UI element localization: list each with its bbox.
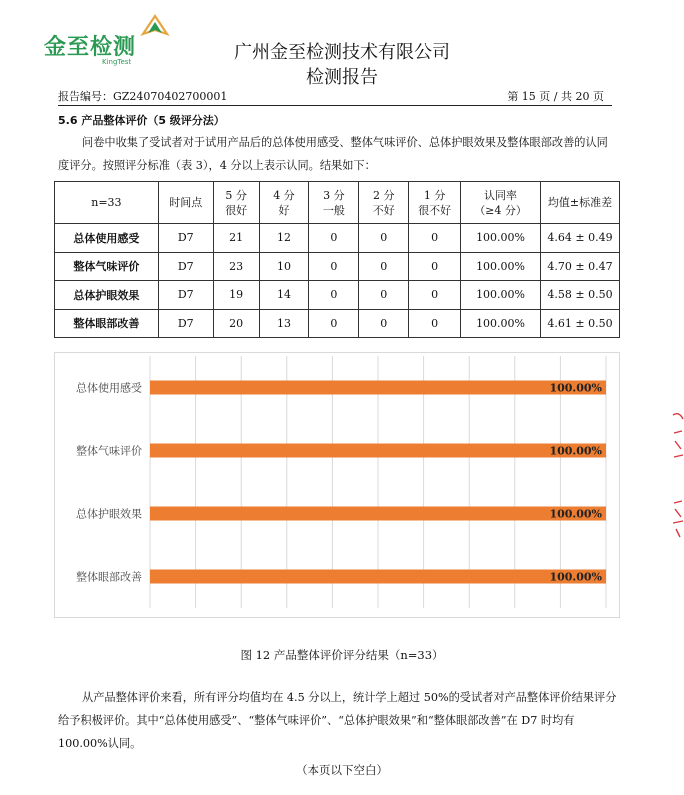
table-header-cell bbox=[540, 182, 619, 224]
table-cell: 0 bbox=[409, 281, 461, 310]
chart-value-label: 100.00% bbox=[549, 570, 602, 584]
table-cell: 21 bbox=[213, 224, 259, 253]
table-cell: D7 bbox=[158, 281, 213, 310]
table-header-text: 2 分 bbox=[373, 188, 395, 202]
table-header-text: n=33 bbox=[91, 196, 122, 209]
chart-bar bbox=[150, 381, 606, 395]
table-row bbox=[55, 252, 620, 281]
table-header-text: 很好 bbox=[225, 203, 248, 217]
chart-category-label: 整体气味评价 bbox=[76, 444, 142, 458]
chart-bar bbox=[150, 570, 606, 584]
table-cell: 10 bbox=[259, 252, 309, 281]
page-info: 第 15 页 / 共 20 页 bbox=[507, 90, 604, 103]
chart-category-label: 整体眼部改善 bbox=[76, 570, 142, 584]
chart-svg bbox=[54, 352, 620, 618]
table-header-cell bbox=[461, 182, 541, 224]
table-header-text: 均值±标准差 bbox=[547, 196, 613, 209]
table-header-text: 一般 bbox=[322, 203, 345, 217]
table-cell: 12 bbox=[259, 224, 309, 253]
table-cell: 4.58 ± 0.50 bbox=[540, 281, 619, 310]
table-header-cell bbox=[359, 182, 409, 224]
table-header-cell bbox=[409, 182, 461, 224]
report-number-value: GZ24070402700001 bbox=[113, 90, 228, 103]
table-cell: 4.61 ± 0.50 bbox=[540, 309, 619, 338]
table-cell: 14 bbox=[259, 281, 309, 310]
table-cell: 19 bbox=[213, 281, 259, 310]
table-cell: 0 bbox=[309, 281, 359, 310]
blank-note: （本页以下空白） bbox=[296, 763, 388, 777]
table-cell: 0 bbox=[309, 224, 359, 253]
table-header-text: 时间点 bbox=[169, 196, 203, 209]
table-header-text: （≥4 分） bbox=[474, 203, 527, 217]
table-header-text: 不好 bbox=[372, 203, 395, 217]
table-cell: D7 bbox=[158, 224, 213, 253]
report-number-label: 报告编号： bbox=[58, 90, 113, 103]
chart-value-label: 100.00% bbox=[549, 381, 602, 395]
table-cell: D7 bbox=[158, 309, 213, 338]
chart-bar bbox=[150, 507, 606, 521]
table-cell: 0 bbox=[359, 309, 409, 338]
table-header-text: 1 分 bbox=[423, 188, 446, 202]
document-title: 检测报告 bbox=[306, 67, 378, 88]
table-header-cell bbox=[213, 182, 259, 224]
logo-name: 金至检测 bbox=[44, 35, 137, 60]
section-title: 5.6 产品整体评价（5 级评分法） bbox=[58, 114, 225, 127]
table-header-text: 3 分 bbox=[323, 188, 345, 202]
table-header-cell bbox=[158, 182, 213, 224]
table-cell: 23 bbox=[213, 252, 259, 281]
table-header-text: 很不好 bbox=[418, 203, 452, 217]
table-cell: 0 bbox=[409, 309, 461, 338]
table-row-label: 总体使用感受 bbox=[55, 224, 159, 253]
table-row-label: 整体气味评价 bbox=[55, 252, 159, 281]
table-cell: 20 bbox=[213, 309, 259, 338]
table-row bbox=[55, 309, 620, 338]
table-cell: 0 bbox=[409, 252, 461, 281]
company-name: 广州金至检测技术有限公司 bbox=[234, 42, 450, 63]
figure-caption: 图 12 产品整体评价评分结果（n=33） bbox=[240, 648, 444, 662]
bar-chart bbox=[54, 352, 620, 618]
conclusion-paragraph: 从产品整体评价来看，所有评分均值均在 4.5 分以上，统计学上超过 50%的受试者对产品整体评价结果评分给予积极评价。其中“总体使用感受”、“整体气味评价”、“总体护眼效果”和“整体眼部改善”在 D7 时均有 100.00%认同。 bbox=[58, 691, 617, 750]
results-table bbox=[54, 181, 620, 338]
chart-bar bbox=[150, 444, 606, 458]
table-cell: 4.70 ± 0.47 bbox=[540, 252, 619, 281]
table-row bbox=[55, 224, 620, 253]
table-cell: 100.00% bbox=[461, 224, 541, 253]
table-header-cell bbox=[259, 182, 309, 224]
table-cell: 100.00% bbox=[461, 281, 541, 310]
table-row-label: 总体护眼效果 bbox=[55, 281, 159, 310]
table-cell: 100.00% bbox=[461, 309, 541, 338]
table-cell: 0 bbox=[359, 281, 409, 310]
chart-value-label: 100.00% bbox=[549, 507, 602, 521]
table-body bbox=[55, 224, 620, 338]
table-cell: 13 bbox=[259, 309, 309, 338]
table-header-text: 好 bbox=[278, 203, 290, 217]
chart-category-label: 总体护眼效果 bbox=[76, 507, 142, 521]
chart-value-label: 100.00% bbox=[549, 444, 602, 458]
report-number bbox=[58, 88, 227, 104]
table-row bbox=[55, 281, 620, 310]
table-cell: 0 bbox=[409, 224, 461, 253]
intro-paragraph: 问卷中收集了受试者对于试用产品后的总体使用感受、整体气味评价、总体护眼效果及整体眼部改善的认同度评分。按照评分标准（表 3），4 分以上表示认同。结果如下： bbox=[58, 136, 608, 172]
table-header-cell bbox=[309, 182, 359, 224]
table-header-text: 5 分 bbox=[225, 188, 247, 202]
table-cell: 0 bbox=[309, 252, 359, 281]
table-cell: 0 bbox=[359, 252, 409, 281]
seal-stamp-icon bbox=[671, 405, 684, 545]
table-cell: D7 bbox=[158, 252, 213, 281]
table-cell: 100.00% bbox=[461, 252, 541, 281]
table-cell: 0 bbox=[309, 309, 359, 338]
table-header-cell bbox=[55, 182, 159, 224]
table-row-label: 整体眼部改善 bbox=[55, 309, 159, 338]
table-cell: 4.64 ± 0.49 bbox=[540, 224, 619, 253]
chart-category-label: 总体使用感受 bbox=[76, 381, 142, 395]
report-meta bbox=[58, 88, 612, 106]
table-header-row bbox=[55, 182, 620, 224]
table-header-text: 认同率 bbox=[484, 188, 518, 202]
logo-sub: KingTest bbox=[102, 58, 132, 66]
table-header-text: 4 分 bbox=[273, 188, 295, 202]
table-cell: 0 bbox=[359, 224, 409, 253]
